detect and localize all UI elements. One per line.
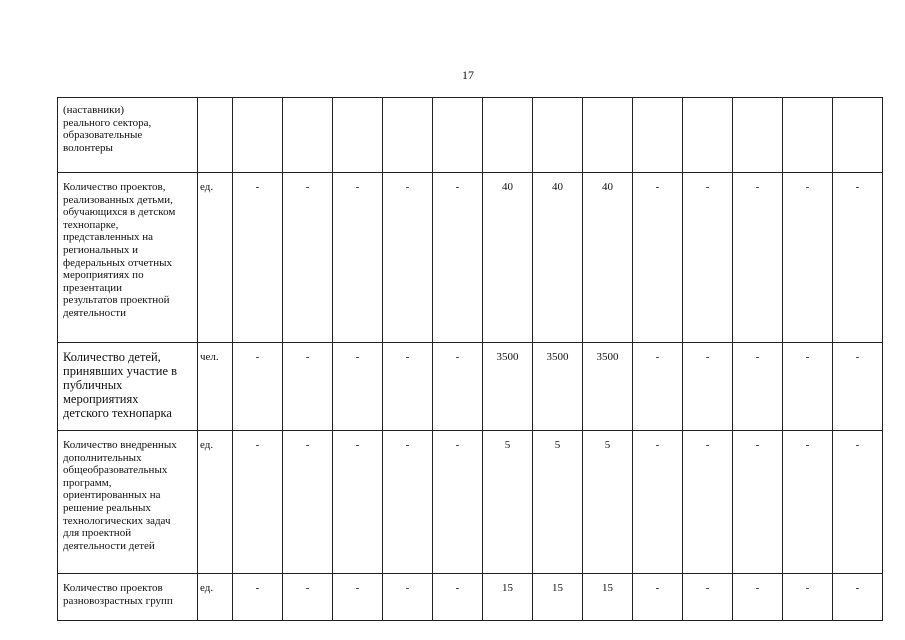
- value-cell: -: [283, 173, 333, 343]
- value-cell: 15: [583, 574, 633, 621]
- value-cell: -: [733, 431, 783, 574]
- unit-cell: ед.: [198, 173, 233, 343]
- value-cell: 5: [533, 431, 583, 574]
- value-cell: [233, 98, 283, 173]
- value-cell: -: [833, 431, 883, 574]
- value-cell: -: [383, 431, 433, 574]
- value-cell: -: [383, 173, 433, 343]
- table-row: [58, 98, 883, 173]
- value-cell: [433, 98, 483, 173]
- value-cell: -: [433, 343, 483, 431]
- value-cell: -: [283, 431, 333, 574]
- value-cell: 40: [533, 173, 583, 343]
- value-cell: 15: [533, 574, 583, 621]
- indicator-label: Количество детей, принявших участие в публичных мероприятиях детского технопарка: [58, 343, 198, 431]
- value-cell: -: [633, 574, 683, 621]
- value-cell: 5: [583, 431, 633, 574]
- value-cell: [333, 98, 383, 173]
- value-cell: -: [733, 173, 783, 343]
- unit-cell: ед.: [198, 431, 233, 574]
- value-cell: -: [733, 574, 783, 621]
- value-cell: [283, 98, 333, 173]
- indicator-label: (наставники) реального сектора, образовательные волонтеры: [58, 98, 198, 173]
- value-cell: -: [233, 173, 283, 343]
- value-cell: [833, 98, 883, 173]
- value-cell: [633, 98, 683, 173]
- value-cell: [533, 98, 583, 173]
- value-cell: -: [333, 431, 383, 574]
- value-cell: -: [333, 173, 383, 343]
- value-cell: [783, 98, 833, 173]
- value-cell: -: [833, 173, 883, 343]
- table-row: [58, 173, 883, 343]
- table-body: [58, 98, 883, 621]
- value-cell: [583, 98, 633, 173]
- value-cell: 3500: [533, 343, 583, 431]
- unit-cell: [198, 98, 233, 173]
- value-cell: -: [833, 574, 883, 621]
- value-cell: -: [783, 173, 833, 343]
- value-cell: 15: [483, 574, 533, 621]
- value-cell: -: [433, 574, 483, 621]
- value-cell: -: [383, 574, 433, 621]
- value-cell: 3500: [483, 343, 533, 431]
- table-row: [58, 343, 883, 431]
- indicator-label: Количество внедренных дополнительных общеобразовательных программ, ориентированных на решение реальных технологических задач для проектной деятельности детей: [58, 431, 198, 574]
- value-cell: -: [283, 574, 333, 621]
- value-cell: 40: [583, 173, 633, 343]
- value-cell: -: [433, 173, 483, 343]
- value-cell: -: [783, 574, 833, 621]
- value-cell: -: [233, 574, 283, 621]
- indicator-label: Количество проектов разновозрастных групп: [58, 574, 198, 621]
- value-cell: 3500: [583, 343, 633, 431]
- value-cell: -: [783, 343, 833, 431]
- unit-cell: ед.: [198, 574, 233, 621]
- value-cell: -: [683, 173, 733, 343]
- value-cell: -: [283, 343, 333, 431]
- value-cell: -: [783, 431, 833, 574]
- table-row: [58, 574, 883, 621]
- value-cell: -: [233, 431, 283, 574]
- value-cell: -: [333, 574, 383, 621]
- value-cell: -: [633, 343, 683, 431]
- value-cell: 40: [483, 173, 533, 343]
- indicator-label: Количество проектов, реализованных детьми, обучающихся в детском технопарке, представленных на региональных и федеральных отчетных мероприятиях по презентации результатов проектной деятельности: [58, 173, 198, 343]
- value-cell: [483, 98, 533, 173]
- indicator-table: [57, 97, 883, 621]
- value-cell: 5: [483, 431, 533, 574]
- value-cell: -: [433, 431, 483, 574]
- value-cell: -: [683, 343, 733, 431]
- value-cell: [733, 98, 783, 173]
- page-number: 17: [462, 68, 474, 82]
- value-cell: -: [833, 343, 883, 431]
- value-cell: -: [733, 343, 783, 431]
- value-cell: -: [383, 343, 433, 431]
- unit-cell: чел.: [198, 343, 233, 431]
- value-cell: [683, 98, 733, 173]
- value-cell: -: [333, 343, 383, 431]
- value-cell: -: [233, 343, 283, 431]
- value-cell: -: [633, 173, 683, 343]
- value-cell: -: [633, 431, 683, 574]
- value-cell: [383, 98, 433, 173]
- value-cell: -: [683, 574, 733, 621]
- table-row: [58, 431, 883, 574]
- value-cell: -: [683, 431, 733, 574]
